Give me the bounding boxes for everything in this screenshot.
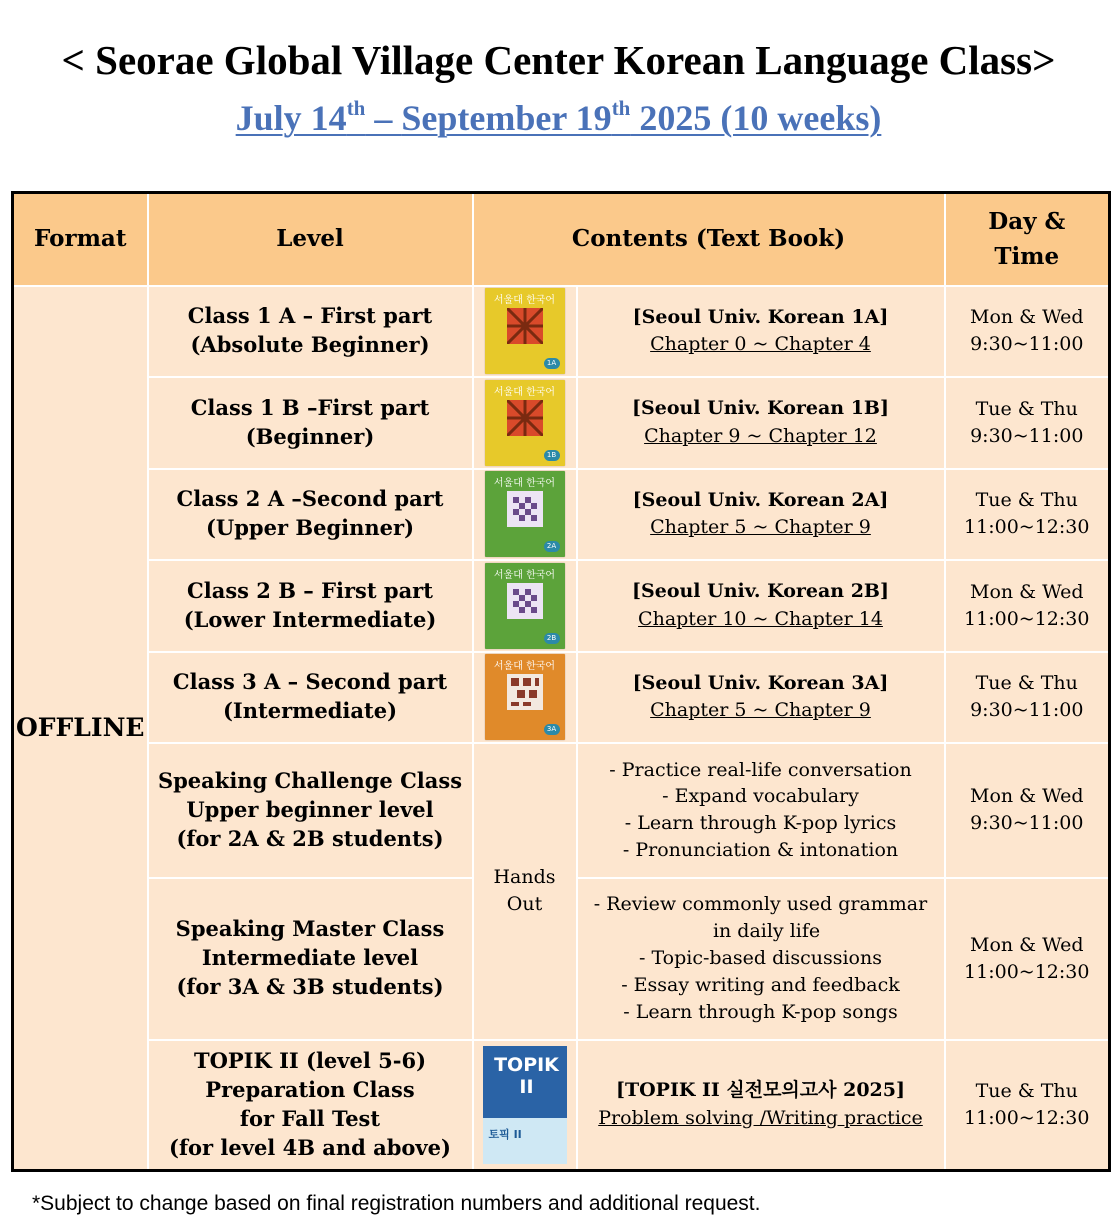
content-cell: [Seoul Univ. Korean 3A] Chapter 5 ~ Chapter 9 [577,652,945,744]
list-item: - Learn through K-pop songs [623,1001,898,1024]
content-cell: [Seoul Univ. Korean 1A] Chapter 0 ~ Chapter 4 [577,286,945,378]
book-cover-3a-image: 서울대 한국어 3A [485,654,565,740]
table-row [13,377,1110,469]
list-item: - Expand vocabulary [662,785,859,808]
list-item: - Pronunciation & intonation [622,839,899,862]
level-cell: TOPIK II (level 5-6) Preparation Class for Fall Test (for level 4B and above) [148,1040,473,1171]
topik-book-cover-image: TOPIK II 토픽 II [483,1046,567,1164]
table-row [13,1040,1110,1171]
header-level: Level [148,193,473,286]
content-cell: [TOPIK II 실전모의고사 2025] Problem solving /Writing practice [577,1040,945,1171]
content-cell: [Seoul Univ. Korean 1B] Chapter 9 ~ Chapter 12 [577,377,945,469]
footnote: *Subject to change based on final registration numbers and additional request. [32,1192,761,1215]
table-row [13,743,1110,878]
table-row [13,652,1110,744]
book-cover-cell [473,560,577,652]
content-bullets-cell [577,743,945,878]
content-cell: [Seoul Univ. Korean 2B] Chapter 10 ~ Chapter 14 [577,560,945,652]
list-item: - Essay writing and feedback [621,974,900,997]
list-item: - Review commonly used grammar [593,893,928,916]
level-cell: Class 2 B – First part (Lower Intermediate) [148,560,473,652]
list-item: - Practice real-life conversation [609,758,912,781]
day-time-cell: Mon & Wed 11:00~12:30 [945,560,1110,652]
day-time-cell: Mon & Wed 11:00~12:30 [945,878,1110,1040]
header-contents: Contents (Text Book) [473,193,945,286]
table-row [13,560,1110,652]
header-day-time: Day & Time [945,193,1110,286]
level-cell: Class 3 A – Second part (Intermediate) [148,652,473,744]
book-cover-1b-image: 서울대 한국어 1B [485,380,565,466]
book-cover-cell [473,1040,577,1171]
level-cell: Class 2 A –Second part (Upper Beginner) [148,469,473,561]
content-bullets-cell [577,878,945,1040]
day-time-cell: Mon & Wed 9:30~11:00 [945,286,1110,378]
level-cell: Speaking Challenge Class Upper beginner level (for 2A & 2B students) [148,743,473,878]
list-item: - Learn through K-pop lyrics [624,812,897,835]
content-cell: [Seoul Univ. Korean 2A] Chapter 5 ~ Chapter 9 [577,469,945,561]
list-item: in daily life [700,920,821,943]
handout-cell: Hands Out [473,743,577,1040]
day-time-cell: Mon & Wed 9:30~11:00 [945,743,1110,878]
day-time-cell: Tue & Thu 11:00~12:30 [945,1040,1110,1171]
list-item: - Topic-based discussions [639,947,882,970]
date-range: July 14th – September 19th 2025 (10 weeks) [235,96,882,138]
level-cell: Speaking Master Class Intermediate level (for 3A & 3B students) [148,878,473,1040]
table-row [13,286,1110,378]
level-cell: Class 1 B –First part (Beginner) [148,377,473,469]
day-time-cell: Tue & Thu 9:30~11:00 [945,377,1110,469]
day-time-cell: Tue & Thu 9:30~11:00 [945,652,1110,744]
level-cell: Class 1 A – First part (Absolute Beginner) [148,286,473,378]
header-format: Format [13,193,148,286]
table-row [13,469,1110,561]
class-schedule-table [11,191,1111,1172]
book-cover-2a-image: 서울대 한국어 2A [485,471,565,557]
book-cover-cell [473,377,577,469]
page-title: < Seorae Global Village Center Korean Language Class> [61,37,1056,83]
book-cover-cell [473,652,577,744]
book-cover-1a-image: 서울대 한국어 1A [485,288,565,374]
book-cover-2b-image: 서울대 한국어 2B [485,563,565,649]
book-cover-cell [473,469,577,561]
day-time-cell: Tue & Thu 11:00~12:30 [945,469,1110,561]
book-cover-cell [473,286,577,378]
format-offline: OFFLINE [13,286,148,1171]
header-row [13,193,1110,286]
